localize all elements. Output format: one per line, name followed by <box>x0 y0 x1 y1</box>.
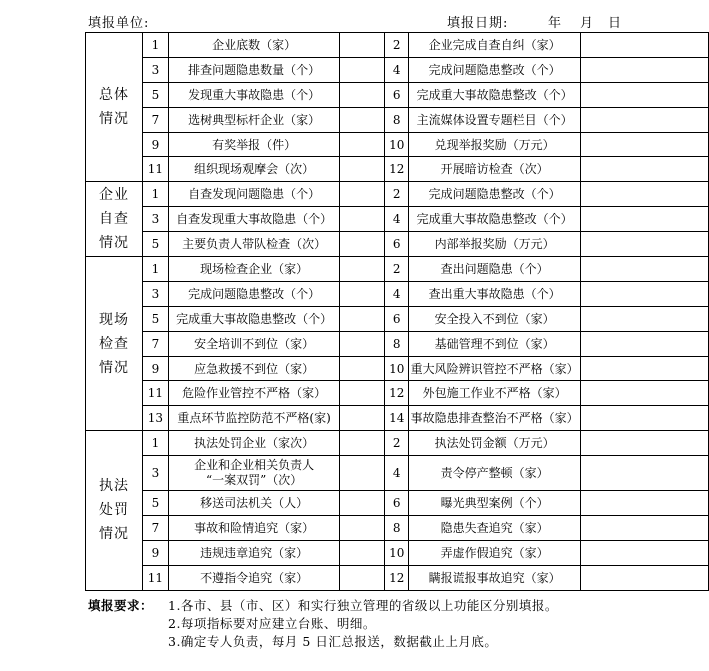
item-label: 排查问题隐患数量（个） <box>168 57 340 82</box>
value-cell[interactable] <box>340 306 385 331</box>
item-number: 2 <box>385 182 409 207</box>
item-number: 4 <box>385 207 409 232</box>
item-number: 13 <box>143 406 169 431</box>
item-label: 选树典型标杆企业（家） <box>168 107 340 132</box>
filing-requirements <box>88 597 698 651</box>
item-label: 事故和险情追究（家） <box>168 516 340 541</box>
item-number: 14 <box>385 406 409 431</box>
value-cell[interactable] <box>340 281 385 306</box>
item-label: 兑现举报奖励（万元） <box>409 132 581 157</box>
item-label: 查出重大事故隐患（个） <box>409 281 581 306</box>
value-cell[interactable] <box>581 456 709 491</box>
item-label: 不遵指令追究（家） <box>168 565 340 590</box>
item-label: 重大风险辨识管控不严格（家） <box>409 356 581 381</box>
item-label: 现场检查企业（家） <box>168 257 340 282</box>
value-cell[interactable] <box>340 516 385 541</box>
value-cell[interactable] <box>340 456 385 491</box>
table-row <box>86 516 709 541</box>
item-number: 9 <box>143 540 169 565</box>
requirement-line-3 <box>88 633 698 651</box>
item-number: 1 <box>143 257 169 282</box>
item-number: 10 <box>385 540 409 565</box>
table-row <box>86 132 709 157</box>
item-number: 11 <box>143 157 169 182</box>
value-cell[interactable] <box>340 182 385 207</box>
item-label: 弄虚作假追究（家） <box>409 540 581 565</box>
item-number: 5 <box>143 232 169 257</box>
item-label: 应急救援不到位（家） <box>168 356 340 381</box>
item-number: 12 <box>385 565 409 590</box>
item-number: 2 <box>385 431 409 456</box>
item-label: 危险作业管控不严格（家） <box>168 381 340 406</box>
item-label: 自查发现问题隐患（个） <box>168 182 340 207</box>
item-label: 基础管理不到位（家） <box>409 331 581 356</box>
value-cell[interactable] <box>340 381 385 406</box>
value-cell[interactable] <box>581 107 709 132</box>
table-row <box>86 540 709 565</box>
item-label: 完成重大事故隐患整改（个） <box>409 207 581 232</box>
value-cell[interactable] <box>340 207 385 232</box>
item-label: 自查发现重大事故隐患（个） <box>168 207 340 232</box>
item-number: 2 <box>385 33 409 58</box>
value-cell[interactable] <box>581 82 709 107</box>
value-cell[interactable] <box>340 491 385 516</box>
value-cell[interactable] <box>581 540 709 565</box>
value-cell[interactable] <box>581 431 709 456</box>
item-number: 12 <box>385 381 409 406</box>
value-cell[interactable] <box>340 107 385 132</box>
value-cell[interactable] <box>581 565 709 590</box>
table-row <box>86 381 709 406</box>
table-row <box>86 356 709 381</box>
statistics-table <box>85 32 709 591</box>
item-label: 重点环节监控防范不严格(家) <box>168 406 340 431</box>
item-number: 7 <box>143 331 169 356</box>
value-cell[interactable] <box>340 257 385 282</box>
value-cell[interactable] <box>581 331 709 356</box>
requirement-item: 1.各市、县（市、区）和实行独立管理的省级以上功能区分别填报。 <box>168 598 558 613</box>
value-cell[interactable] <box>340 57 385 82</box>
table-row <box>86 306 709 331</box>
item-label: 开展暗访检查（次） <box>409 157 581 182</box>
table-row <box>86 157 709 182</box>
table-row <box>86 406 709 431</box>
item-number: 12 <box>385 157 409 182</box>
requirement-line-2 <box>88 615 698 633</box>
item-label: 外包施工作业不严格（家） <box>409 381 581 406</box>
table-row <box>86 456 709 491</box>
item-number: 3 <box>143 456 169 491</box>
item-label: 企业完成自查自纠（家） <box>409 33 581 58</box>
section-title: 总体 情况 <box>86 33 143 182</box>
table-row <box>86 182 709 207</box>
value-cell[interactable] <box>340 406 385 431</box>
item-number: 1 <box>143 33 169 58</box>
item-label: 移送司法机关（人） <box>168 491 340 516</box>
item-label: 完成问题隐患整改（个） <box>409 182 581 207</box>
item-number: 6 <box>385 491 409 516</box>
value-cell[interactable] <box>581 257 709 282</box>
item-label: 责令停产整顿（家） <box>409 456 581 491</box>
value-cell[interactable] <box>581 33 709 58</box>
item-number: 1 <box>143 431 169 456</box>
value-cell[interactable] <box>581 57 709 82</box>
section-title: 企业 自查 情况 <box>86 182 143 257</box>
value-cell[interactable] <box>340 157 385 182</box>
item-number: 9 <box>143 132 169 157</box>
value-cell[interactable] <box>340 540 385 565</box>
item-label: 主流媒体设置专题栏目（个） <box>409 107 581 132</box>
table-row <box>86 207 709 232</box>
item-label: 完成问题隐患整改（个） <box>409 57 581 82</box>
value-cell[interactable] <box>340 132 385 157</box>
item-number: 8 <box>385 516 409 541</box>
item-number: 7 <box>143 516 169 541</box>
section-title: 现场 检查 情况 <box>86 257 143 431</box>
value-cell[interactable] <box>581 491 709 516</box>
filing-date-label: 填报日期: <box>447 16 509 31</box>
value-cell[interactable] <box>581 381 709 406</box>
item-label: 组织现场观摩会（次） <box>168 157 340 182</box>
filing-unit-label: 填报单位: <box>88 16 150 31</box>
year-label: 年 <box>548 16 562 31</box>
item-label: 瞒报谎报事故追究（家） <box>409 565 581 590</box>
item-label: 完成重大事故隐患整改（个） <box>168 306 340 331</box>
table-row <box>86 33 709 58</box>
item-number: 5 <box>143 491 169 516</box>
value-cell[interactable] <box>340 331 385 356</box>
report-header <box>0 10 709 32</box>
value-cell[interactable] <box>581 281 709 306</box>
item-number: 4 <box>385 57 409 82</box>
item-label: 执法处罚金额（万元） <box>409 431 581 456</box>
item-number: 3 <box>143 281 169 306</box>
item-number: 11 <box>143 565 169 590</box>
item-number: 6 <box>385 306 409 331</box>
item-number: 10 <box>385 356 409 381</box>
item-label: 企业底数（家） <box>168 33 340 58</box>
value-cell[interactable] <box>581 516 709 541</box>
table-row <box>86 281 709 306</box>
item-label: 违规违章追究（家） <box>168 540 340 565</box>
table-row <box>86 57 709 82</box>
item-number: 1 <box>143 182 169 207</box>
table-row <box>86 431 709 456</box>
value-cell[interactable] <box>581 157 709 182</box>
value-cell[interactable] <box>340 565 385 590</box>
value-cell[interactable] <box>340 356 385 381</box>
item-label: 执法处罚企业（家次） <box>168 431 340 456</box>
item-number: 3 <box>143 57 169 82</box>
value-cell[interactable] <box>581 207 709 232</box>
item-number: 6 <box>385 232 409 257</box>
value-cell[interactable] <box>581 132 709 157</box>
table-row <box>86 82 709 107</box>
item-number: 11 <box>143 381 169 406</box>
item-number: 2 <box>385 257 409 282</box>
value-cell[interactable] <box>340 232 385 257</box>
requirement-item: 2.每项指标要对应建立台账、明细。 <box>168 616 376 631</box>
item-label: 企业和企业相关负责人 “一案双罚”（次） <box>168 456 340 491</box>
item-label: 安全培训不到位（家） <box>168 331 340 356</box>
value-cell[interactable] <box>581 182 709 207</box>
value-cell[interactable] <box>581 406 709 431</box>
table-row <box>86 107 709 132</box>
item-label: 安全投入不到位（家） <box>409 306 581 331</box>
item-number: 7 <box>143 107 169 132</box>
item-label: 事故隐患排查整治不严格（家） <box>409 406 581 431</box>
table-row <box>86 257 709 282</box>
item-number: 8 <box>385 107 409 132</box>
value-cell[interactable] <box>340 431 385 456</box>
value-cell[interactable] <box>340 33 385 58</box>
item-number: 5 <box>143 82 169 107</box>
item-number: 10 <box>385 132 409 157</box>
value-cell[interactable] <box>581 232 709 257</box>
item-number: 9 <box>143 356 169 381</box>
requirement-item: 3.确定专人负责，每月 5 日汇总报送，数据截止上月底。 <box>168 634 498 649</box>
table-row <box>86 491 709 516</box>
section-title: 执法 处罚 情况 <box>86 431 143 590</box>
item-label: 发现重大事故隐患（个） <box>168 82 340 107</box>
item-number: 8 <box>385 331 409 356</box>
item-label: 完成重大事故隐患整改（个） <box>409 82 581 107</box>
item-label: 主要负责人带队检查（次） <box>168 232 340 257</box>
month-label: 月 <box>580 16 594 31</box>
item-label: 隐患失查追究（家） <box>409 516 581 541</box>
item-label: 曝光典型案例（个） <box>409 491 581 516</box>
item-label: 有奖举报（件） <box>168 132 340 157</box>
value-cell[interactable] <box>340 82 385 107</box>
item-number: 4 <box>385 456 409 491</box>
item-number: 3 <box>143 207 169 232</box>
item-label: 完成问题隐患整改（个） <box>168 281 340 306</box>
item-number: 4 <box>385 281 409 306</box>
item-label: 查出问题隐患（个） <box>409 257 581 282</box>
item-label: 内部举报奖励（万元） <box>409 232 581 257</box>
table-row <box>86 331 709 356</box>
value-cell[interactable] <box>581 306 709 331</box>
table-row <box>86 565 709 590</box>
value-cell[interactable] <box>581 356 709 381</box>
item-number: 6 <box>385 82 409 107</box>
table-row <box>86 232 709 257</box>
day-label: 日 <box>608 16 622 31</box>
requirements-title: 填报要求： <box>88 598 154 613</box>
item-number: 5 <box>143 306 169 331</box>
requirement-line-1 <box>88 597 698 615</box>
